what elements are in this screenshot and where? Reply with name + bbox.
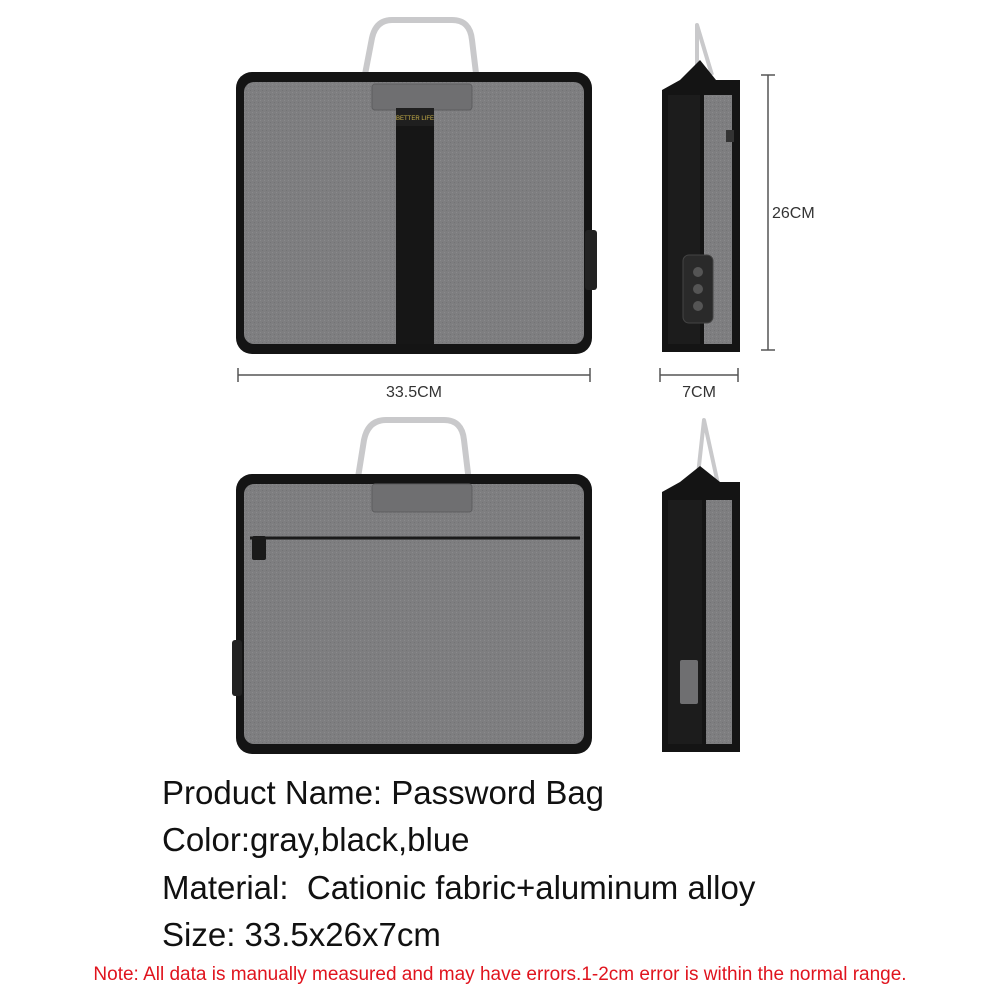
zipper-pull-icon: [252, 536, 266, 560]
bag-front-view: [236, 20, 597, 354]
height-label: 26CM: [772, 205, 815, 222]
width-dimension: [238, 368, 590, 401]
bag-side-view-2: [662, 420, 740, 752]
bag-back-view: [232, 420, 592, 754]
product-material: Material: Cationic fabric+aluminum alloy: [162, 869, 756, 906]
depth-dimension: [660, 368, 738, 401]
measurement-note: Note: All data is manually measured and may have errors.1-2cm error is within the normal range.: [93, 964, 907, 985]
product-color: Color:gray,black,blue: [162, 821, 470, 858]
brand-tag: BETTER LIFE: [395, 116, 435, 122]
product-size: Size: 33.5x26x7cm: [162, 916, 441, 953]
height-dimension: [761, 75, 815, 350]
depth-label: 7CM: [682, 384, 716, 401]
bag-side-view: [662, 25, 740, 352]
product-name: Product Name: Password Bag: [162, 774, 605, 811]
width-label: 33.5CM: [385, 384, 443, 401]
